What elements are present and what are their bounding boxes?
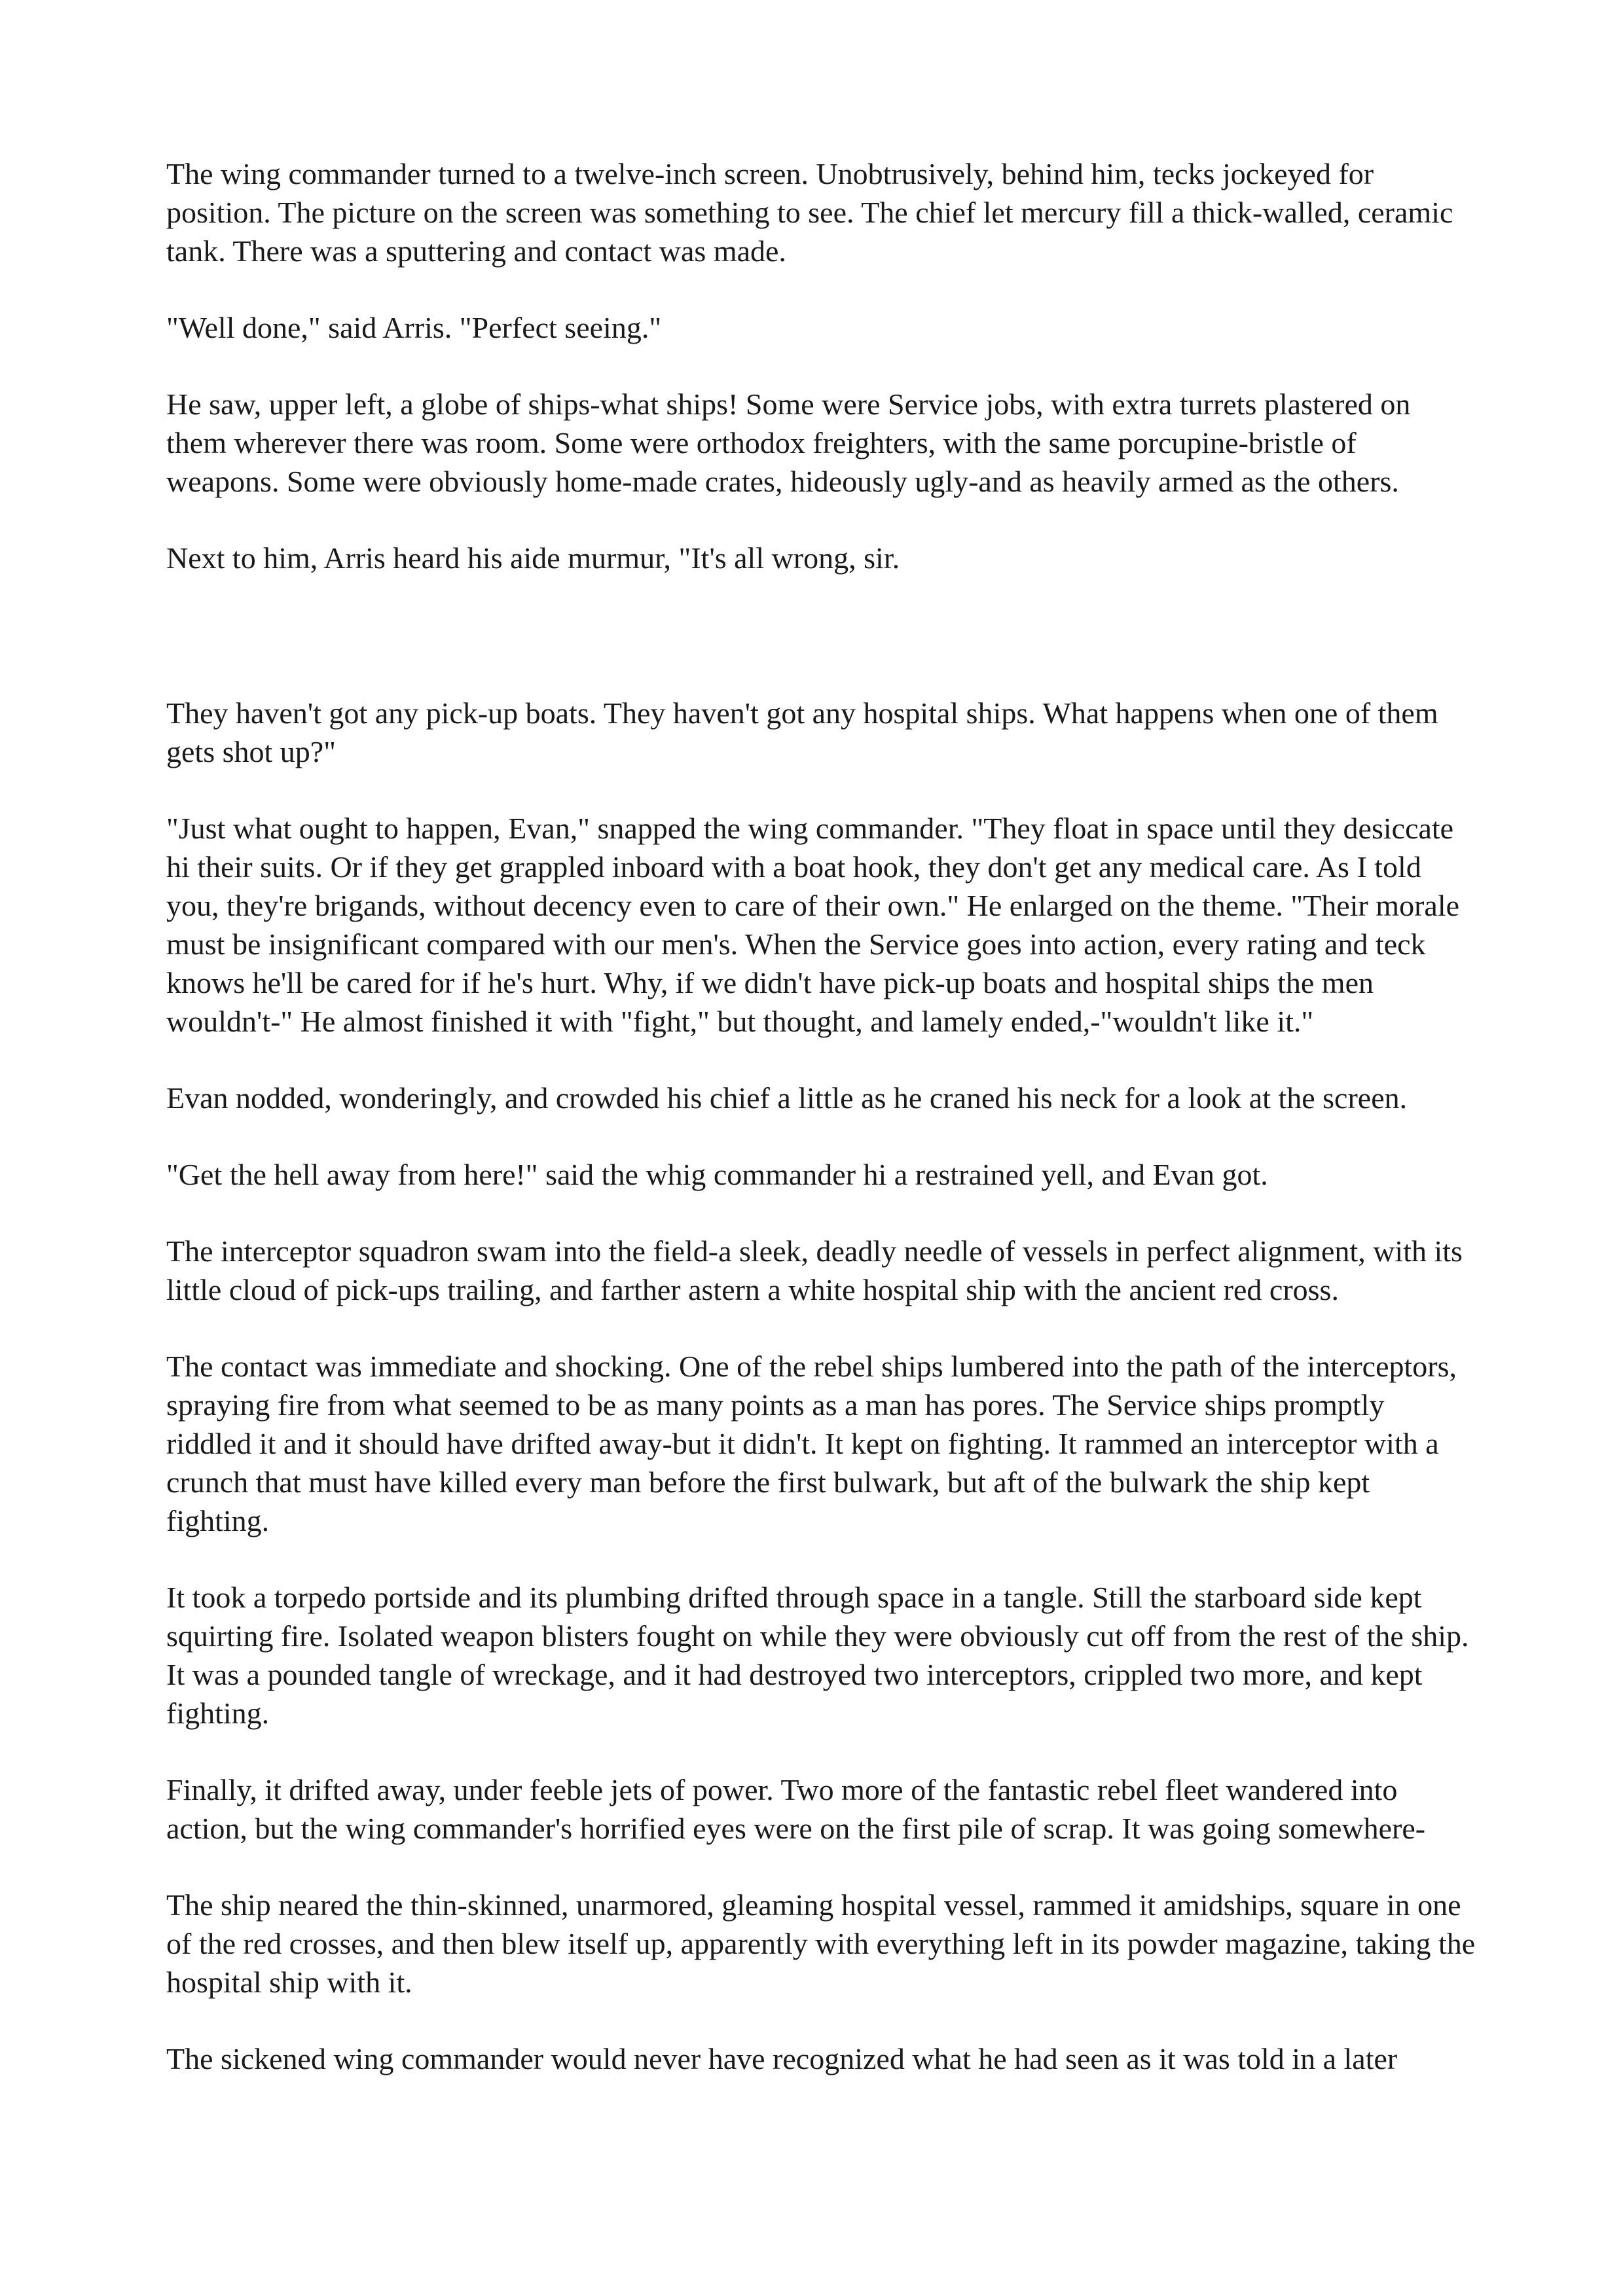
paragraph: The sickened wing commander would never have recognized what he had seen as it was told in a later [166,2042,1398,2075]
paragraph: Finally, it drifted away, under feeble jets of power. Two more of the fantastic rebel fleet wandered into action, but the wing commander's horrified eyes were on the first pile of scrap. It was going somewhere- [166,1773,1426,1845]
body-text [166,154,1476,2116]
paragraph: Next to him, Arris heard his aide murmur, "It's all wrong, sir. [166,541,900,575]
paragraph: The contact was immediate and shocking. One of the rebel ships lumbered into the path of the interceptors, spraying fire from what seemed to be as many points as a man has pores. The Service ships promptly riddled it and it should have drifted away-but it didn't. It kept on fighting. It rammed an interceptor with a crunch that must have killed every man before the first bulwark, but aft of the bulwark the ship kept fighting. [166,1350,1457,1537]
paragraph: Evan nodded, wonderingly, and crowded his chief a little as he craned his neck for a look at the screen. [166,1081,1408,1115]
paragraph: It took a torpedo portside and its plumbing drifted through space in a tangle. Still the starboard side kept squirting fire. Isolated weapon blisters fought on while they were obviously cut off from the rest of the ship. It was a pounded tangle of wreckage, and it had destroyed two interceptors, crippled two more, and kept fighting. [166,1581,1469,1730]
paragraph: "Well done," said Arris. "Perfect seeing." [166,311,662,344]
paragraph: He saw, upper left, a globe of ships-what ships! Some were Service jobs, with extra turrets plastered on them wherever there was room. Some were orthodox freighters, with the same porcupine-bristle of weapons. Some were obviously home-made crates, hideously ugly-and as heavily armed as the others. [166,387,1411,498]
paragraph: "Get the hell away from here!" said the whig commander hi a restrained yell, and Evan got. [166,1158,1268,1191]
paragraph: The interceptor squadron swam into the field-a sleek, deadly needle of vessels in perfect alignment, with its little cloud of pick-ups trailing, and farther astern a white hospital ship with the ancient red cross. [166,1234,1463,1306]
paragraph: "Just what ought to happen, Evan," snapped the wing commander. "They float in space until they desiccate hi their suits. Or if they get grappled inboard with a boat hook, they don't get any medical care. As I told you, they're brigands, without decency even to care of their own." He enlarged on the theme. "Their morale must be insignificant compared with our men's. When the Service goes into action, every rating and teck knows he'll be cared for if he's hurt. Why, if we didn't have pick-up boats and hospital ships the men wouldn't-" He almost finished it with "fight," but thought, and lamely ended,-"wouldn't like it." [166,812,1460,1038]
paragraph: The wing commander turned to a twelve-inch screen. Unobtrusively, behind him, tecks jockeyed for position. The picture on the screen was something to see. The chief let mercury fill a thick-walled, ceramic tank. There was a sputtering and contact was made. [166,157,1453,268]
paragraph: They haven't got any pick-up boats. They haven't got any hospital ships. What happens when one of them gets shot up?" [166,696,1438,768]
paragraph: The ship neared the thin-skinned, unarmored, gleaming hospital vessel, rammed it amidships, square in one of the red crosses, and then blew itself up, apparently with everything left in its powder magazine, taking the hospital ship with it. [166,1888,1476,1999]
